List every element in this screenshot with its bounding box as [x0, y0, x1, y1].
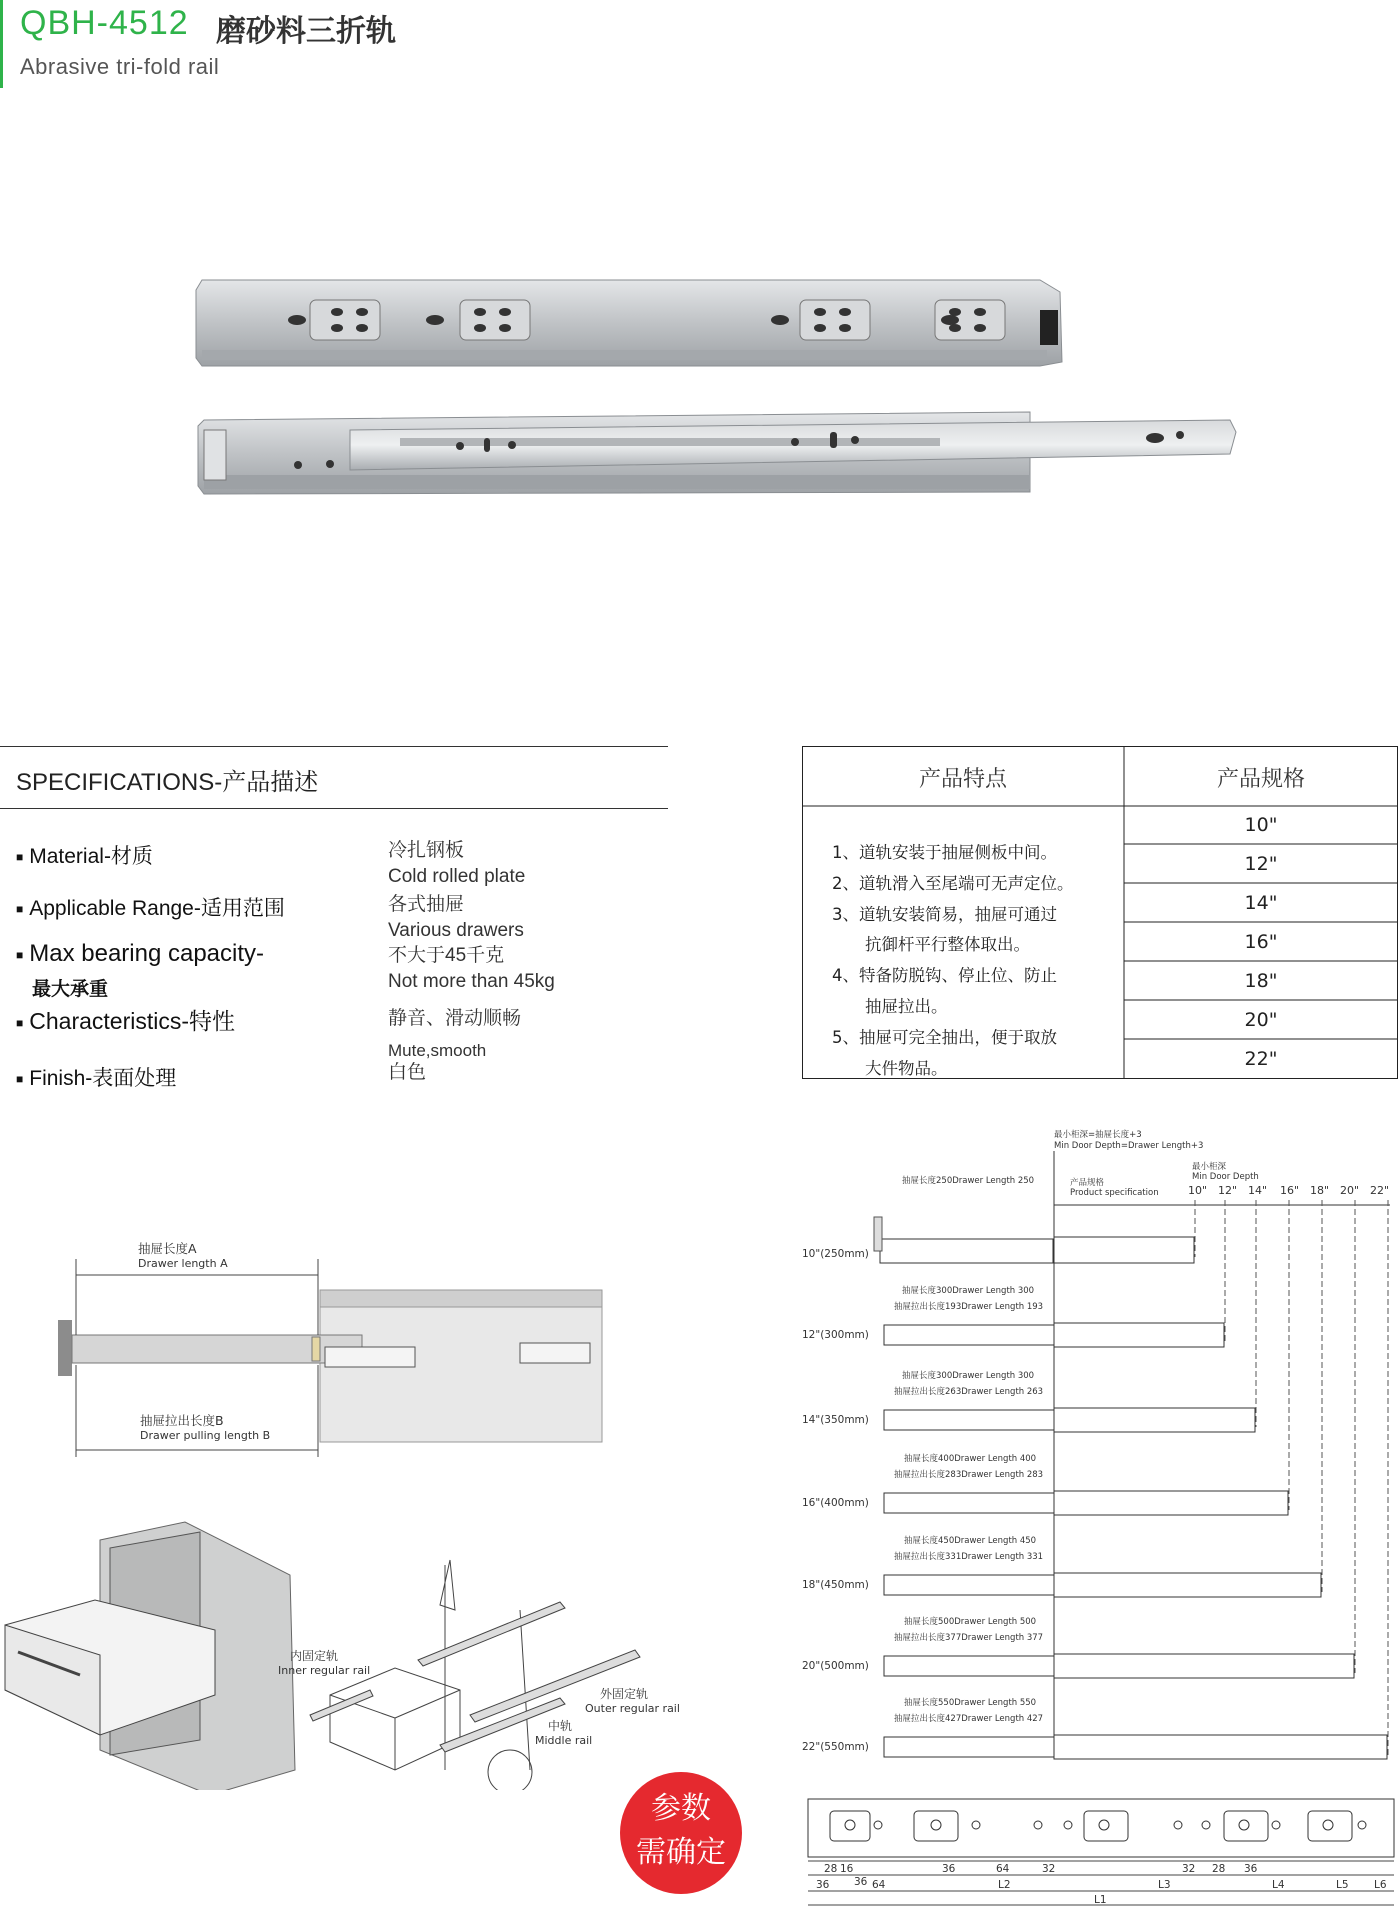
label-pull-length-en: Drawer pulling length B	[140, 1429, 271, 1442]
row-length: 抽屉长度450Drawer Length 450	[904, 1536, 1037, 1546]
feature-list: 1、道轨安装于抽屉侧板中间。 2、道轨滑入至尾端可无声定位。 3、道轨安装简易，抽屉可通过 抗御杆平行整体取出。 4、特备防脱钩、停止位、防止 抽屉拉出。 5、抽屉可完全抽出，便于取放 大件物品。	[832, 843, 1074, 1078]
hole-dim: 64	[872, 1879, 886, 1891]
size-cell: 10"	[1244, 814, 1278, 836]
product-photo-rails	[190, 270, 1240, 510]
min-door-cn: 最小柜深	[1192, 1162, 1227, 1172]
size-cell: 22"	[1244, 1048, 1278, 1070]
spec-key-range: ■ Applicable Range-适用范围	[16, 897, 285, 920]
row-length: 抽屉长度300Drawer Length 300	[902, 1286, 1035, 1296]
size-rows	[802, 1175, 1390, 1759]
spec-value-finish: 白色	[388, 1062, 427, 1083]
spec-key-characteristics: ■ Characteristics-特性	[16, 1008, 236, 1034]
row-pull: 抽屉拉出长度263Drawer Length 263	[894, 1387, 1044, 1397]
spec-key-capacity-cn: 最大承重	[32, 979, 109, 1000]
min-door-en: Min Door Depth	[1192, 1172, 1259, 1182]
product-title-en: Abrasive tri-fold rail	[20, 54, 220, 79]
spec-value-capacity: 不大于45千克 Not more than 45kg	[388, 945, 555, 992]
hole-dim: L6	[1374, 1879, 1387, 1891]
spec-section-title: SPECIFICATIONS-产品描述	[16, 769, 319, 796]
row-length: 抽屉长度400Drawer Length 400	[904, 1454, 1037, 1464]
row-length: 抽屉长度500Drawer Length 500	[904, 1617, 1037, 1627]
hole-dim: 16	[840, 1863, 854, 1875]
hole-dim: L4	[1272, 1879, 1285, 1891]
col-size-label: 20"	[1340, 1184, 1360, 1197]
spec-key-capacity: ■ Max bearing capacity-	[16, 940, 265, 967]
row-label: 18"(450mm)	[802, 1579, 869, 1591]
label-drawer-length-en: Drawer length A	[138, 1257, 228, 1270]
label-drawer-length-cn: 抽屉长度A	[138, 1241, 197, 1256]
col-size-label: 22"	[1370, 1184, 1390, 1197]
col-size-label: 16"	[1280, 1184, 1300, 1197]
label-middle-rail-en: Middle rail	[535, 1734, 593, 1747]
row-label: 16"(400mm)	[802, 1497, 869, 1509]
hole-dimension-drawing	[806, 1795, 1398, 1913]
row-pull: 抽屉拉出长度331Drawer Length 331	[894, 1552, 1044, 1562]
col-size-label: 12"	[1218, 1184, 1238, 1197]
min-depth-en: Min Door Depth=Drawer Length+3	[1054, 1141, 1204, 1151]
row-pull: 抽屉拉出长度427Drawer Length 427	[894, 1714, 1044, 1724]
size-cell: 12"	[1244, 853, 1278, 875]
spec-value-characteristics: 静音、滑动顺畅 Mute,smooth	[388, 1008, 522, 1060]
size-cell: 20"	[1244, 1009, 1278, 1031]
hole-dim: 36	[816, 1879, 830, 1891]
label-inner-rail-cn: 内固定轨	[290, 1649, 339, 1663]
hole-dim: L2	[998, 1879, 1011, 1891]
spec-key-material: ■ Material-材质	[16, 845, 153, 868]
spec-top-rule	[0, 746, 668, 747]
spec-value-material: 冷扎钢板 Cold rolled plate	[388, 840, 526, 887]
model-code: QBH-4512	[20, 4, 189, 42]
parameters-confirm-badge	[620, 1772, 742, 1894]
col-size-label: 14"	[1248, 1184, 1268, 1197]
hole-dim: 32	[1182, 1863, 1196, 1875]
hole-dim: 28	[824, 1863, 838, 1875]
row-label: 12"(300mm)	[802, 1329, 869, 1341]
col-size-label: 10"	[1188, 1184, 1208, 1197]
row-label: 10"(250mm)	[802, 1248, 869, 1260]
hole-dim: 64	[996, 1863, 1010, 1875]
spec-bottom-rule	[0, 808, 668, 809]
size-cell: 16"	[1244, 931, 1278, 953]
spec-value-range: 各式抽屉 Various drawers	[388, 894, 524, 941]
size-chart-diagram	[800, 1125, 1400, 1765]
row-length: 抽屉长度250Drawer Length 250	[902, 1176, 1035, 1186]
row-length: 抽屉长度300Drawer Length 300	[902, 1371, 1035, 1381]
row-label: 20"(500mm)	[802, 1660, 869, 1672]
hole-dim: 36	[1244, 1863, 1258, 1875]
drawer-length-diagram	[50, 1235, 610, 1460]
extended-rail	[198, 412, 1236, 494]
feature-size-table	[802, 746, 1398, 1079]
product-title-cn: 磨砂料三折轨	[216, 14, 396, 49]
label-outer-rail-cn: 外固定轨	[600, 1687, 649, 1701]
hole-dim: 32	[1042, 1863, 1056, 1875]
label-middle-rail-cn: 中轨	[548, 1719, 573, 1733]
badge-line-1: 参数	[651, 1791, 711, 1826]
hole-dim: L1	[1094, 1894, 1107, 1906]
closed-rail	[196, 280, 1062, 366]
hole-dim: 36	[942, 1863, 956, 1875]
badge-line-2: 需确定	[636, 1835, 726, 1870]
row-pull: 抽屉拉出长度377Drawer Length 377	[894, 1633, 1044, 1643]
label-outer-rail-en: Outer regular rail	[585, 1702, 680, 1715]
installation-illustration	[0, 1520, 700, 1790]
hole-dim: 28	[1212, 1863, 1226, 1875]
spec-key-finish: ■ Finish-表面处理	[16, 1067, 177, 1090]
row-length: 抽屉长度550Drawer Length 550	[904, 1698, 1037, 1708]
hole-dim: L5	[1336, 1879, 1349, 1891]
col-size-label: 18"	[1310, 1184, 1330, 1197]
hole-dim: 36	[854, 1876, 868, 1888]
label-pull-length-cn: 抽屉拉出长度B	[140, 1413, 224, 1428]
row-pull: 抽屉拉出长度283Drawer Length 283	[894, 1470, 1044, 1480]
row-label: 14"(350mm)	[802, 1414, 869, 1426]
size-cell: 18"	[1244, 970, 1278, 992]
spec-en: Product specification	[1070, 1188, 1159, 1198]
row-pull: 抽屉拉出长度193Drawer Length 193	[894, 1302, 1044, 1312]
header-accent-bar	[0, 0, 3, 88]
header-sizes: 产品规格	[1216, 767, 1305, 792]
min-depth-cn: 最小柜深=抽屉长度+3	[1054, 1130, 1142, 1140]
size-cell: 14"	[1244, 892, 1278, 914]
hole-dim: L3	[1158, 1879, 1171, 1891]
row-label: 22"(550mm)	[802, 1741, 869, 1753]
header-features: 产品特点	[918, 767, 1007, 792]
label-inner-rail-en: Inner regular rail	[278, 1664, 371, 1677]
spec-cn: 产品规格	[1070, 1178, 1105, 1188]
